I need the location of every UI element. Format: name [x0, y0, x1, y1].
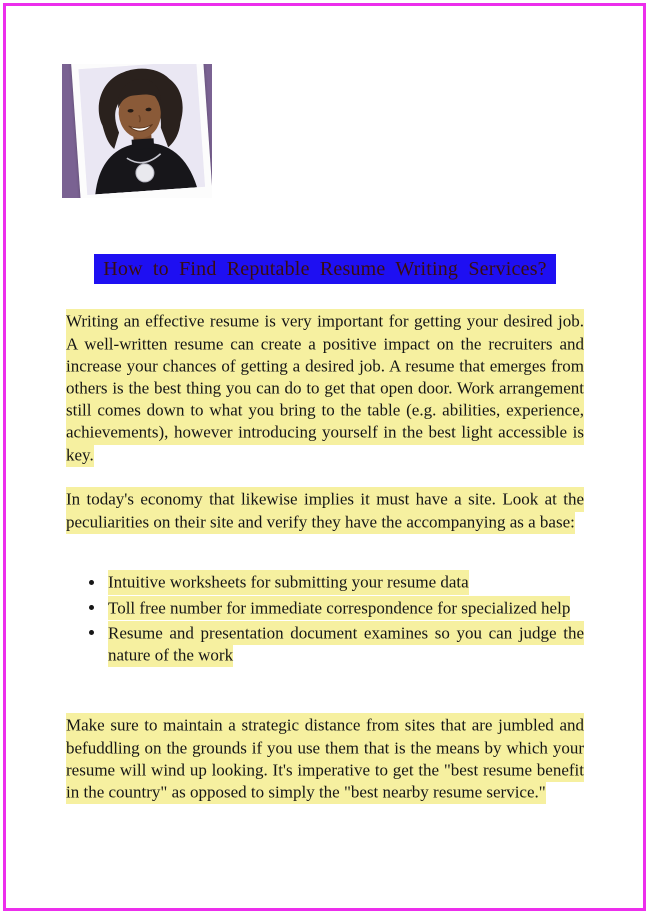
paragraph-advice-text: Make sure to maintain a strategic distance from sites that are jumbled and befuddling on the grounds if you use them that is the means by which your resume will wind up looking. It's imperative to get the "best resume benefit in the country" as opposed to simply the "best nearby resume service."	[66, 713, 584, 804]
page-title: How to Find Reputable Resume Writing Services?	[94, 254, 556, 284]
paragraph-economy	[66, 489, 584, 533]
list-item-text: Toll free number for immediate correspondence for specialized help	[108, 596, 570, 620]
paragraph-intro-text: Writing an effective resume is very important for getting your desired job. A well-written resume can create a positive impact on the recruiters and increase your chances of getting a desired job. A resume that emerges from others is the best thing you can do to get that open door. Work arrangement still comes down to what you bring to the table (e.g. abilities, experience, achievements), however introducing yourself in the best light accessible is key.	[66, 309, 584, 466]
author-photo-panel	[62, 64, 212, 198]
woman-portrait-illustration	[79, 64, 206, 195]
woman-portrait-image	[79, 64, 206, 195]
list-item	[106, 572, 584, 594]
site-features-list	[66, 572, 584, 670]
paragraph-economy-text: In today's economy that likewise implies it must have a site. Look at the peculiarities on their site and verify they have the accompanying as a base:	[66, 487, 584, 533]
paragraph-intro	[66, 311, 584, 466]
list-item-text: Resume and presentation document examines so you can judge the nature of the work	[108, 621, 584, 667]
paragraph-advice	[66, 715, 584, 804]
list-item	[106, 597, 584, 619]
list-item	[106, 622, 584, 666]
list-item-text: Intuitive worksheets for submitting your resume data	[108, 570, 469, 594]
polaroid-frame	[71, 64, 212, 198]
title-row	[0, 254, 650, 284]
